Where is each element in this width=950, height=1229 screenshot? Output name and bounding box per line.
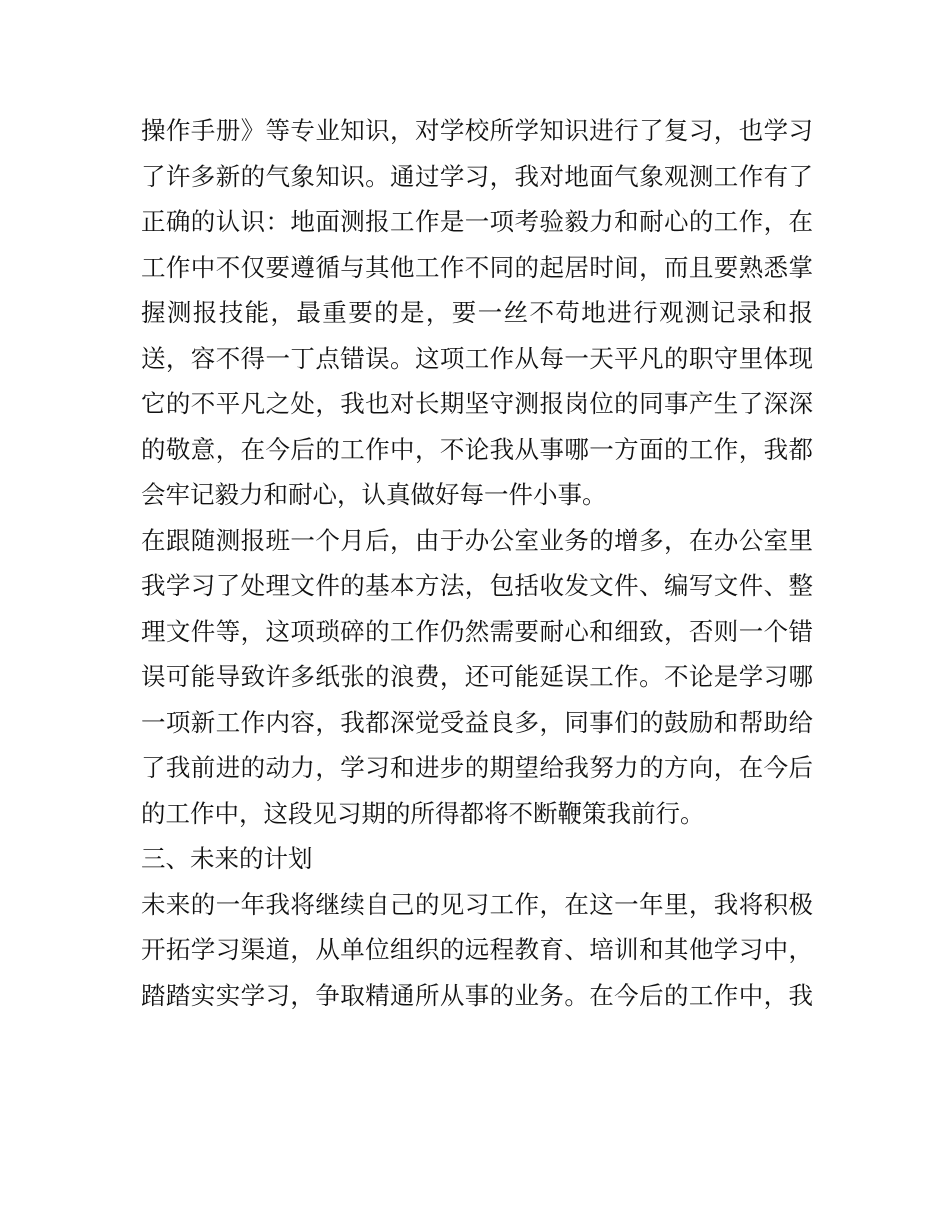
text-line: 送，容不得一丁点错误。这项工作从每一天平凡的职守里体现 [141, 343, 813, 373]
text-line: 踏踏实实学习，争取精通所从事的业务。在今后的工作中，我 [141, 980, 813, 1010]
text-line: 一项新工作内容，我都深觉受益良多，同事们的鼓励和帮助给 [141, 707, 813, 737]
text-line: 误可能导致许多纸张的浪费，还可能延误工作。不论是学习哪 [141, 662, 813, 691]
text-line: 握测报技能，最重要的是，要一丝不苟地进行观测记录和报 [141, 298, 813, 327]
text-line: 会牢记毅力和耐心，认真做好每一件小事。 [141, 480, 607, 509]
text-line: 正确的认识：地面测报工作是一项考验毅力和耐心的工作，在 [141, 207, 813, 236]
text-line: 操作手册》等专业知识，对学校所学知识进行了复习，也学习 [141, 116, 813, 145]
text-line: 了许多新的气象知识。通过学习，我对地面气象观测工作有了 [141, 161, 813, 191]
text-line: 在跟随测报班一个月后，由于办公室业务的增多，在办公室里 [141, 525, 813, 555]
text-line: 的敬意，在今后的工作中，不论我从事哪一方面的工作，我都 [141, 434, 813, 464]
text-line: 的工作中，这段见习期的所得都将不断鞭策我前行。 [141, 798, 705, 828]
text-line: 它的不平凡之处，我也对长期坚守测报岗位的同事产生了深深 [141, 389, 813, 418]
text-line: 工作中不仅要遵循与其他工作不同的起居时间，而且要熟悉掌 [141, 252, 813, 282]
section-heading: 三、未来的计划 [141, 844, 313, 873]
text-line: 未来的一年我将继续自己的见习工作，在这一年里，我将积极 [141, 889, 813, 919]
body-text [141, 108, 813, 1018]
text-line: 开拓学习渠道，从单位组织的远程教育、培训和其他学习中， [141, 935, 813, 964]
text-line: 理文件等，这项琐碎的工作仍然需要耐心和细致，否则一个错 [141, 616, 813, 646]
text-line: 了我前进的动力，学习和进步的期望给我努力的方向，在今后 [141, 753, 813, 782]
text-line: 我学习了处理文件的基本方法，包括收发文件、编写文件、整 [141, 571, 813, 600]
